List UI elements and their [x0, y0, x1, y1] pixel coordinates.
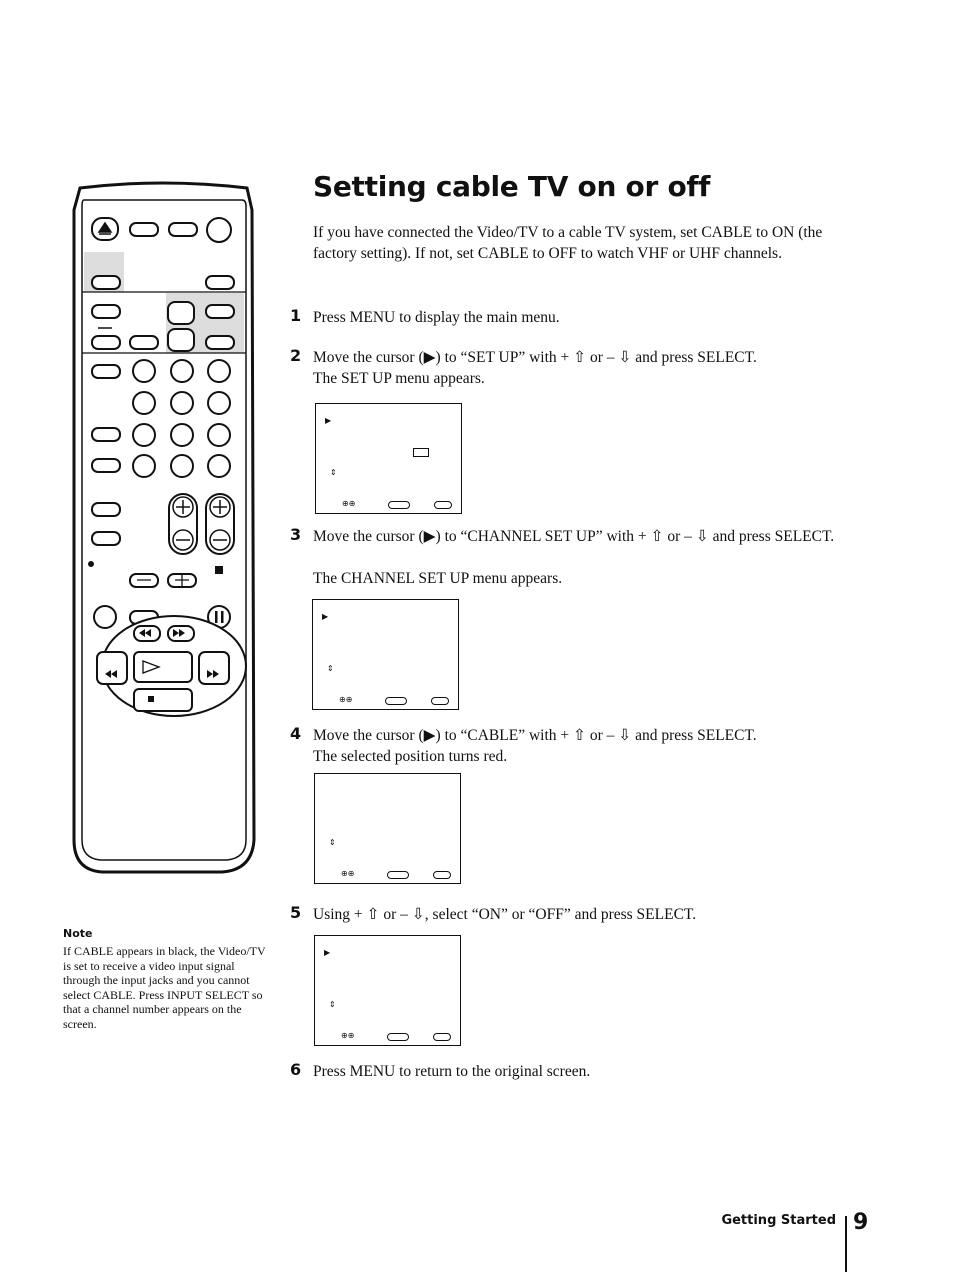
exit-button-graphic [433, 871, 451, 879]
intro-paragraph: If you have connected the Video/TV to a cable TV system, set CABLE to ON (the factory setting). If not, set CABLE to OFF to watch VHF or UHF channels. [313, 224, 823, 262]
step-3-subtext: The CHANNEL SET UP menu appears. [313, 570, 563, 587]
note-heading: Note [63, 927, 93, 940]
channel-setup-menu-screen [312, 599, 459, 710]
updown-arrow-icon: ⇕ [327, 664, 334, 673]
page-number: 9 [853, 1210, 869, 1235]
exit-button-graphic [434, 501, 452, 509]
select-icon: ⊕⊕ [341, 1031, 355, 1040]
cable-select-screen [314, 773, 461, 884]
note-text: If CABLE appears in black, the Video/TV is set to receive a video input signal through the input jacks and you cannot select CABLE. Press INPUT SELECT so that a channel number appears on the screen. [63, 944, 266, 1031]
stop-icon [148, 696, 154, 702]
cable-on-off-screen [314, 935, 461, 1046]
remote-control-illustration [62, 180, 262, 880]
step-5-text: Using + ⇧ or – ⇩, select “ON” or “OFF” and press SELECT. [313, 906, 697, 923]
menu-box [413, 448, 429, 457]
updown-arrow-icon: ⇕ [329, 838, 336, 847]
footer-divider [845, 1216, 847, 1272]
step-6-text: Press MENU to return to the original screen. [313, 1063, 591, 1080]
step-1-number: 1 [290, 306, 302, 325]
pause-icon [215, 611, 218, 623]
step-2-text: Move the cursor (▶) to “SET UP” with + ⇧ or – ⇩ and press SELECT. [313, 349, 757, 366]
step-4-number: 4 [290, 724, 302, 743]
updown-arrow-icon: ⇕ [329, 1000, 336, 1009]
cursor-icon: ▶ [324, 948, 331, 957]
step-3-number: 3 [290, 525, 302, 544]
updown-arrow-icon: ⇕ [330, 468, 337, 477]
setup-menu-screen [315, 403, 462, 514]
step-4-text: Move the cursor (▶) to “CABLE” with + ⇧ or – ⇩ and press SELECT. [313, 727, 757, 744]
select-icon: ⊕⊕ [339, 695, 353, 704]
step-2-number: 2 [290, 346, 302, 365]
exit-button-graphic [433, 1033, 451, 1041]
menu-button-graphic [385, 697, 407, 705]
step-4-subtext: The selected position turns red. [313, 748, 508, 765]
section-label: Getting Started [721, 1213, 836, 1228]
menu-button-graphic [388, 501, 410, 509]
select-icon: ⊕⊕ [341, 869, 355, 878]
select-icon: ⊕⊕ [342, 499, 356, 508]
record-icon [88, 561, 94, 567]
menu-button-graphic [387, 1033, 409, 1041]
step-3-text: Move the cursor (▶) to “CHANNEL SET UP” with + ⇧ or – ⇩ and press SELECT. [313, 528, 835, 545]
menu-button-graphic [387, 871, 409, 879]
step-6-number: 6 [290, 1060, 302, 1079]
cursor-icon: ▶ [325, 416, 332, 425]
cursor-icon: ▶ [322, 612, 329, 621]
step-2-subtext: The SET UP menu appears. [313, 370, 485, 387]
exit-button-graphic [431, 697, 449, 705]
step-1-text: Press MENU to display the main menu. [313, 309, 560, 326]
page-title: Setting cable TV on or off [313, 170, 711, 203]
step-5-number: 5 [290, 903, 302, 922]
